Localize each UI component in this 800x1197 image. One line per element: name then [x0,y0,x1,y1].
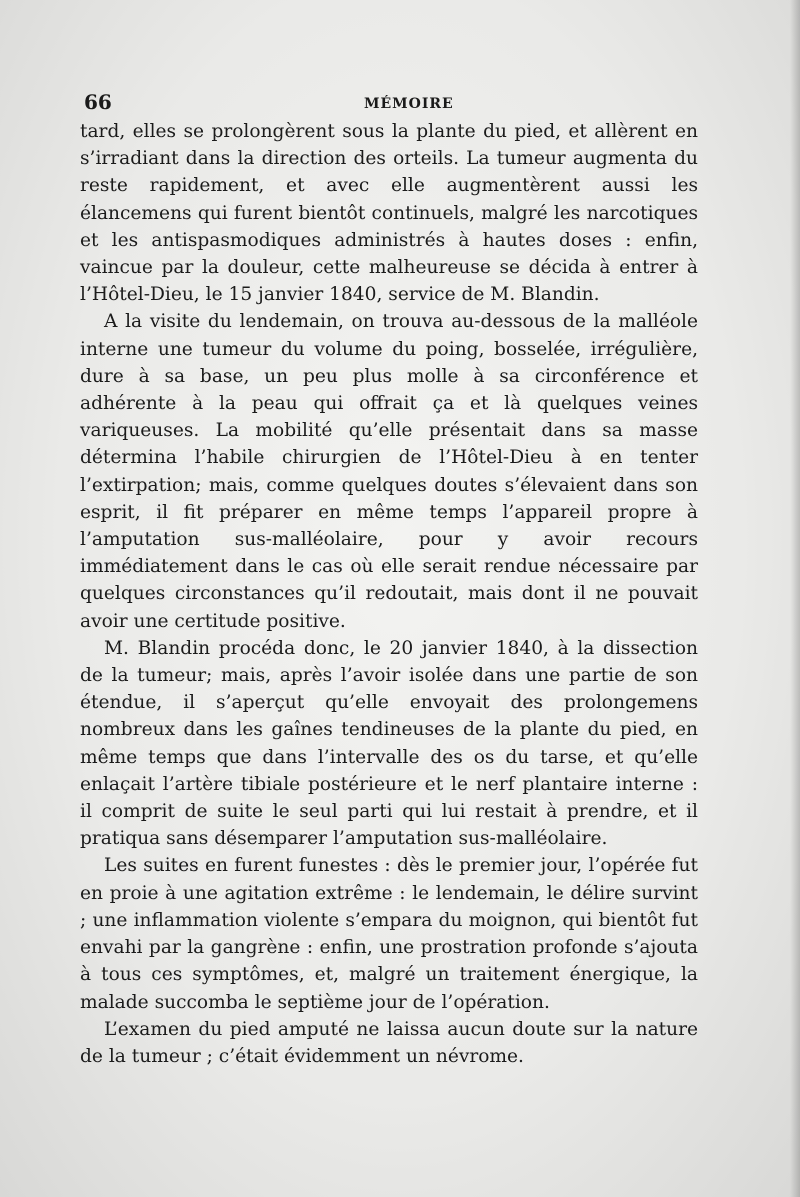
body-text [80,118,698,1070]
paragraph-continuation: tard, elles se prolongèrent sous la plante du pied, et allèrent en s’irradiant dans la direction des orteils. La tumeur augmenta du reste rapidement, et avec elle augmentèrent aussi les élancemens qui furent bientôt continuels, malgré les narcotiques et les antispasmodiques administrés à hautes doses : enfin, vaincue par la douleur, cette malheureuse se décida à entrer à l’Hôtel-Dieu, le 15 janvier 1840, service de M. Blandin. [80,121,698,306]
paragraph-aftermath: Les suites en furent funestes : dès le premier jour, l’opérée fut en proie à une agitation extrême : le lendemain, le délire survint ; une inflammation violente s’empara du moignon, qui bientôt fut envahi par la gangrène : enfin, une prostration profonde s’ajouta à tous ces symptômes, et, malgré un traitement énergique, la malade succomba le septième jour de l’opération. [80,855,698,1013]
page-number: 66 [84,90,112,114]
page-edge-shadow [790,0,800,1197]
running-title: MÉMOIRE [364,96,454,112]
page-header [84,90,700,120]
paragraph-examination: L’examen du pied amputé ne laissa aucun doute sur la nature de la tumeur ; c’était évidemment un névrome. [80,1018,698,1067]
paragraph-visit: A la visite du lendemain, on trouva au-dessous de la malléole interne une tumeur du volume du poing, bosselée, irrégulière, dure à sa base, un peu plus molle à sa circonférence et adhérente à la peau qui offrait ça et là quelques veines variqueuses. La mobilité qu’elle présentait dans sa masse détermina l’habile chirurgien de l’Hôtel-Dieu à en tenter l’extirpation; mais, comme quelques doutes s’élevaient dans son esprit, il fit préparer en même temps l’appareil propre à l’amputation sus-malléolaire, pour y avoir recours immédiatement dans le cas où elle serait rendue nécessaire par quelques circonstances qu’il redoutait, mais dont il ne pouvait avoir une certitude positive. [80,311,698,632]
paragraph-dissection: M. Blandin procéda donc, le 20 janvier 1840, à la dissection de la tumeur; mais, après l’avoir isolée dans une partie de son étendue, il s’aperçut qu’elle envoyait des prolongemens nombreux dans les gaînes tendineuses de la plante du pied, en même temps que dans l’intervalle des os du tarse, et qu’elle enlaçait l’artère tibiale postérieure et le nerf plantaire interne : il comprit de suite le seul parti qui lui restait à prendre, et il pratiqua sans désemparer l’amputation sus-malléolaire. [80,637,698,850]
